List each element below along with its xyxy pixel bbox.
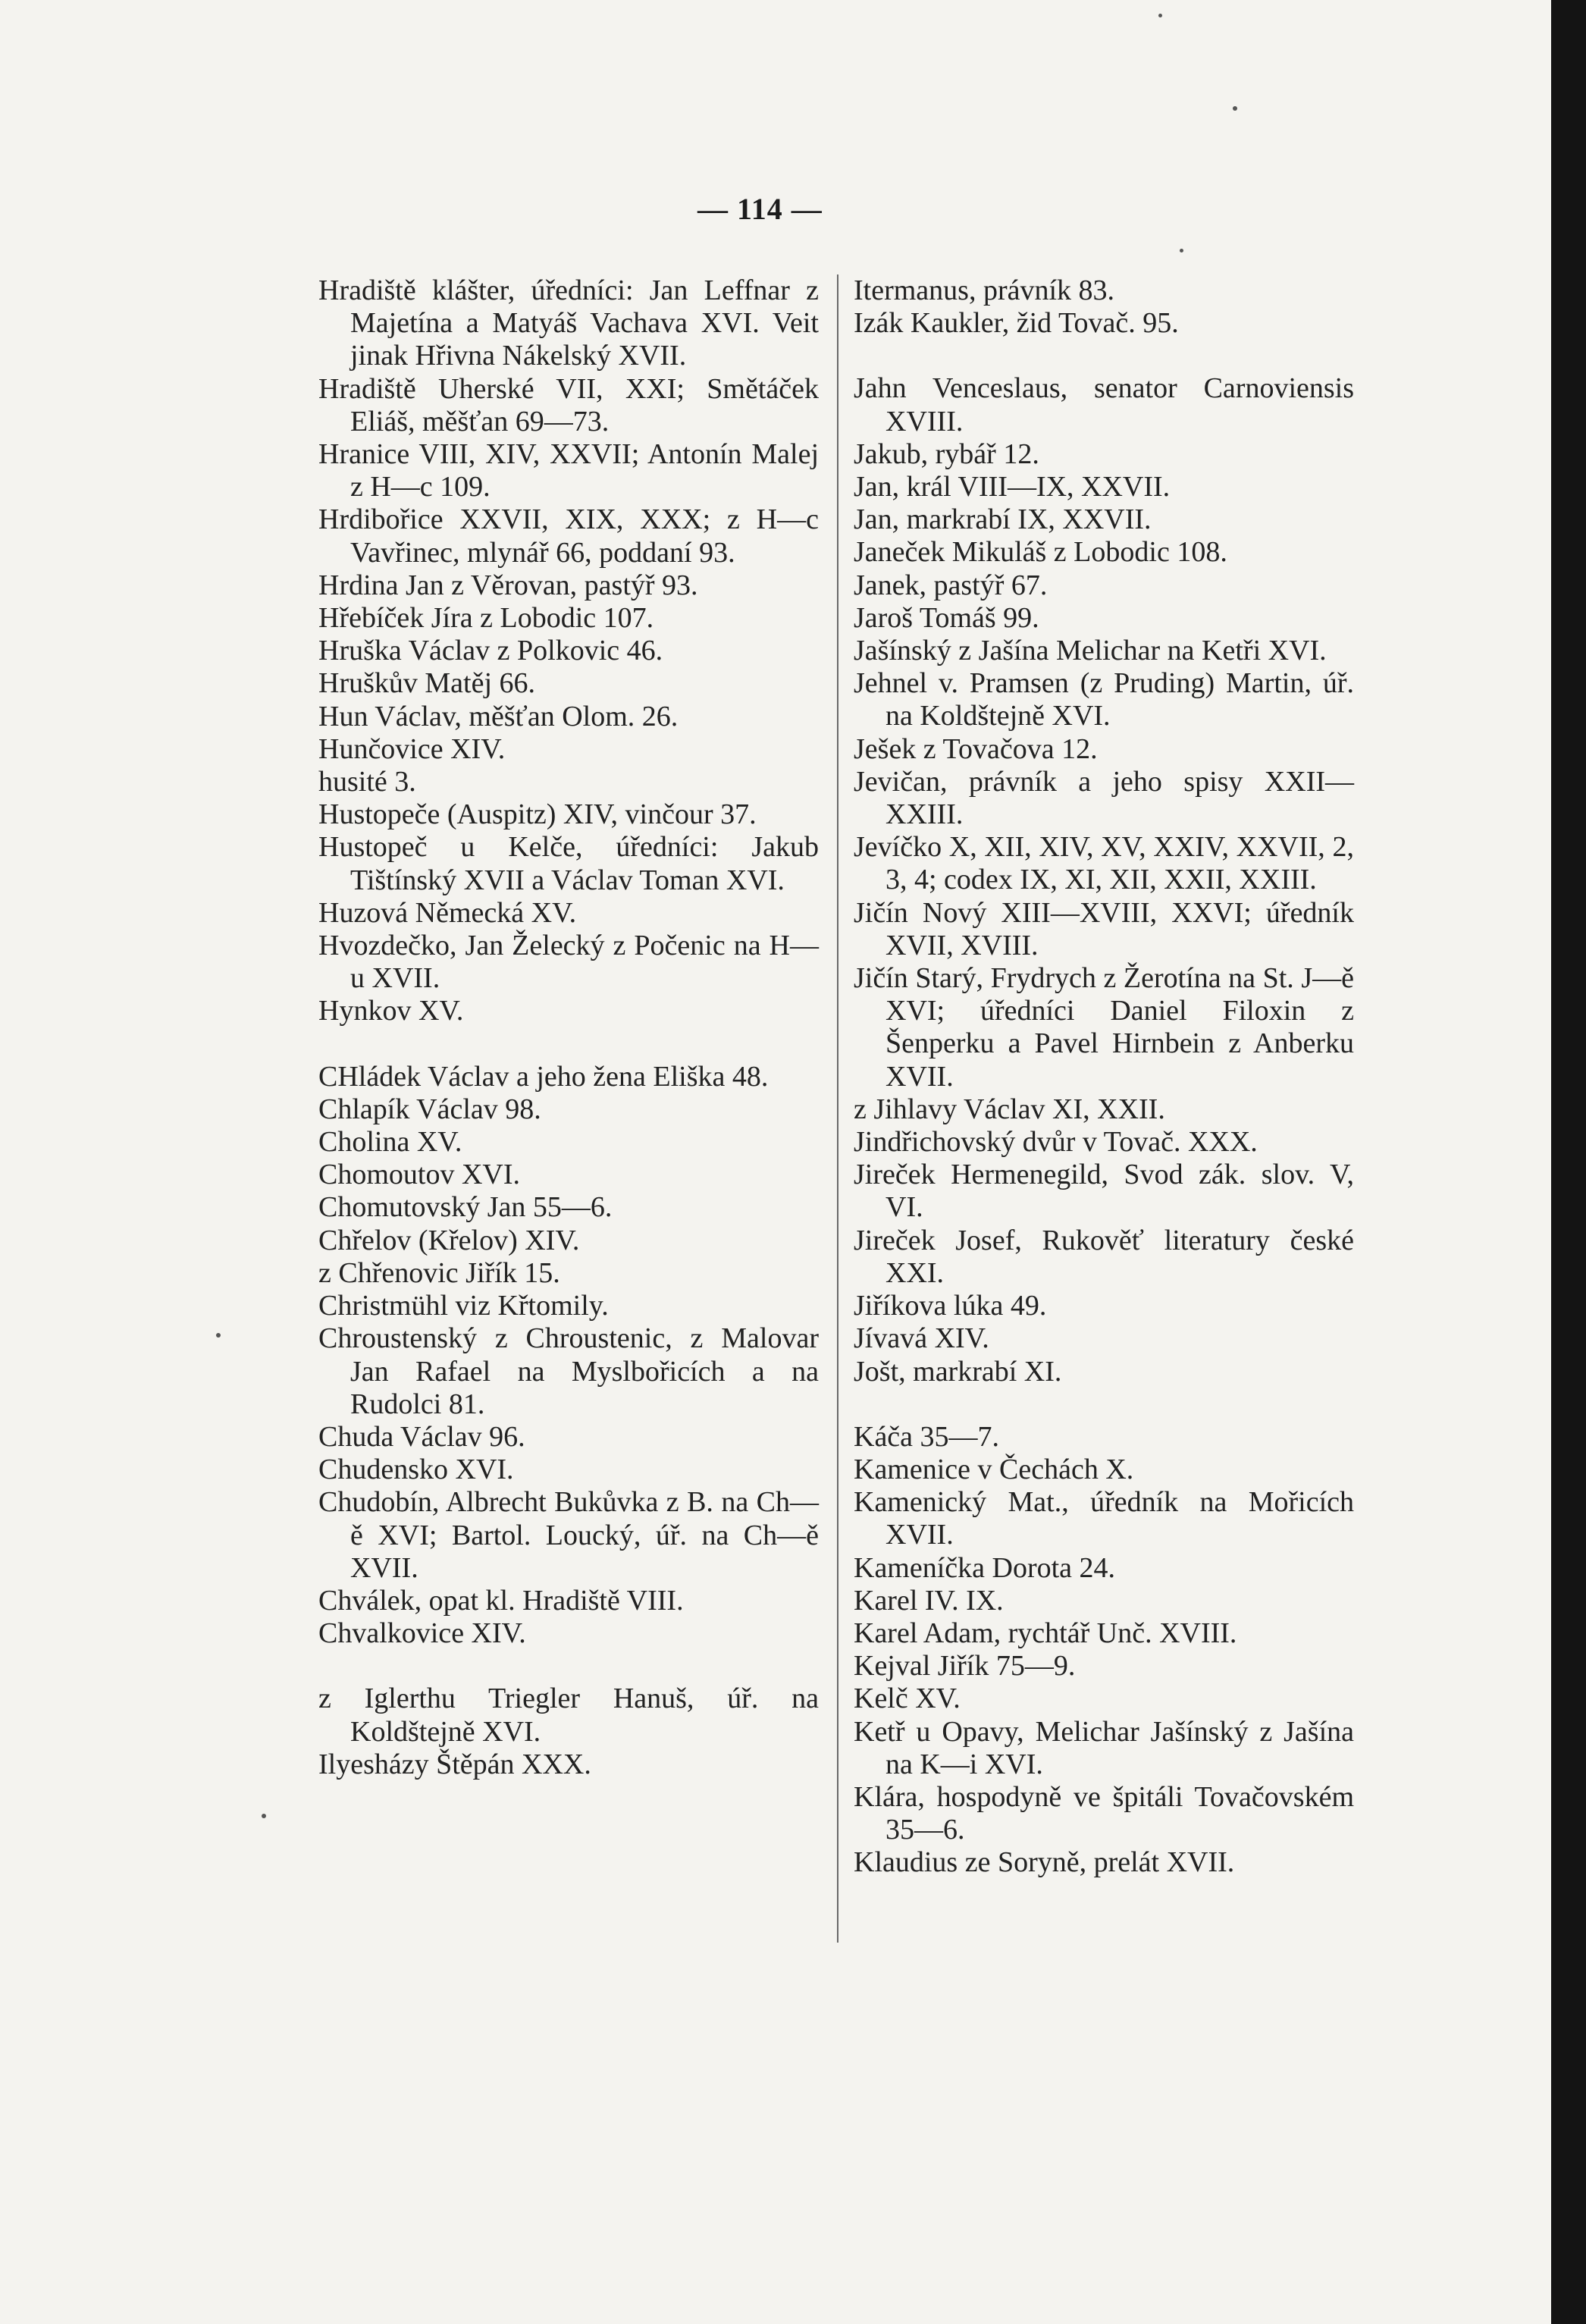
index-entry: Chřelov (Křelov) XIV. [318,1224,580,1256]
index-entry: Chuda Václav 96. [318,1420,525,1453]
index-entry: Chudensko XVI. [318,1454,514,1486]
index-entry: Hradiště klášter, úředníci: Jan Leffnar z Majetína a Matyáš Vachava XVI. Veit jinak Hřivna Nákelský XVII. [318,274,819,372]
index-entry: Jahn Venceslaus, senator Carnoviensis XVIII. [854,372,1354,438]
index-entry: Hunčovice XIV. [318,732,506,765]
index-entry: Jireček Josef, Rukověť literatury české XXI. [854,1224,1354,1289]
index-entry: Karel IV. IX. [854,1584,1004,1617]
index-entry: Jošt, markrabí XI. [854,1355,1062,1388]
index-entry: Káča 35—7. [854,1420,1000,1453]
index-entry: Chválek, opat kl. Hradiště VIII. [318,1584,684,1617]
section-gap [318,1028,819,1061]
index-entry: husité 3. [318,766,416,798]
index-entry: Jívavá XIV. [854,1322,989,1355]
index-entry: Cholina XV. [318,1126,462,1159]
index-entry: Christmühl viz Křtomily. [318,1290,609,1322]
index-entry: Jireček Hermenegild, Svod zák. slov. V, VI. [854,1159,1354,1224]
print-speck [1158,14,1162,17]
index-entry: Jičín Starý, Frydrych z Žerotína na St. J—ě XVI; úředníci Daniel Filoxin z Šenperku a Pavel Hirnbein z Anberku XVII. [854,962,1354,1093]
index-entry: Janek, pastýř 67. [854,569,1048,601]
section-gap [318,1650,819,1683]
index-entry: Huzová Německá XV. [318,896,577,929]
index-entry: Chudobín, Albrecht Bukůvka z B. na Ch—ě XVI; Bartol. Loucký, úř. na Ch—ě XVII. [318,1486,819,1584]
index-entry: Chlapík Václav 98. [318,1093,541,1125]
index-entry: Jaroš Tomáš 99. [854,601,1039,634]
index-entry: Jevíčko X, XII, XIV, XV, XXIV, XXVII, 2, 3, 4; codex IX, XI, XII, XXII, XXIII. [854,831,1354,896]
index-entry: Hřebíček Jíra z Lobodic 107. [318,602,654,635]
column-divider [837,274,838,1943]
index-entry: Hun Václav, měšťan Olom. 26. [318,700,679,732]
index-entry: Ilyesházy Štěpán XXX. [318,1748,591,1780]
index-entry: Hynkov XV. [318,995,464,1027]
index-entry: Klaudius ze Soryně, prelát XVII. [854,1846,1235,1879]
index-entry: Kejval Jiřík 75—9. [854,1650,1076,1683]
index-entry: Kamenice v Čechách X. [854,1453,1134,1485]
section-gap [854,340,1354,372]
index-entry: CHládek Václav a jeho žena Eliška 48. [318,1060,769,1093]
index-entry: Jakub, rybář 12. [854,438,1039,470]
index-entry: Jehnel v. Pramsen (z Pruding) Martin, úř. na Koldštejně XVI. [854,667,1354,732]
index-entry: Jašínský z Jašína Melichar na Ketři XVI. [854,635,1327,667]
section-gap [854,1388,1354,1421]
index-entry: Chvalkovice XIV. [318,1617,526,1650]
index-entry: Hrdibořice XXVII, XIX, XXX; z H—c Vavřinec, mlynář 66, poddaní 93. [318,503,819,569]
index-entry: Kameníčka Dorota 24. [854,1551,1116,1584]
index-entry: Karel Adam, rychtář Unč. XVIII. [854,1617,1237,1649]
index-entry: Izák Kaukler, žid Tovač. 95. [854,307,1179,340]
index-entry: Hruška Václav z Polkovic 46. [318,635,663,667]
index-entry: Hustopeče (Auspitz) XIV, vinčour 37. [318,798,757,831]
index-entry: Chroustenský z Chroustenic, z Malovar Jan Rafael na Myslbořicích a na Rudolci 81. [318,1322,819,1420]
print-speck [1233,106,1237,111]
index-entry: Klára, hospodyně ve špitáli Tovačovském 35—6. [854,1780,1354,1846]
index-entry: Janeček Mikuláš z Lobodic 108. [854,536,1227,569]
index-entry: Jičín Nový XIII—XVIII, XXVI; úředník XVII, XVIII. [854,896,1354,961]
index-entry: Jan, král VIII—IX, XXVII. [854,471,1171,503]
index-entry: Jan, markrabí IX, XXVII. [854,503,1152,536]
index-entry: Jiříkova lúka 49. [854,1290,1047,1322]
print-speck [216,1333,221,1338]
index-entry: Chomutovský Jan 55—6. [318,1191,613,1224]
page-number: — 114 — [697,192,823,226]
index-entry: Hranice VIII, XIV, XXVII; Antonín Malej z H—c 109. [318,438,819,503]
print-speck [1180,249,1183,252]
scan-edge [1551,0,1586,2324]
index-entry: z Iglerthu Triegler Hanuš, úř. na Koldštejně XVI. [318,1683,819,1748]
index-entry: Chomoutov XVI. [318,1159,520,1191]
index-entry: Ješek z Tovačova 12. [854,732,1098,765]
index-entry: z Jihlavy Václav XI, XXII. [854,1093,1165,1125]
index-column-left [318,274,819,1781]
index-entry: Hvozdečko, Jan Želecký z Počenic na H—u XVII. [318,930,819,995]
index-column-right [854,274,1354,1880]
index-entry: Ketř u Opavy, Melichar Jašínský z Jašína na K—i XVI. [854,1715,1354,1780]
index-entry: Jevičan, právník a jeho spisy XXII—XXIII. [854,765,1354,831]
index-entry: Hustopeč u Kelče, úředníci: Jakub Tištínský XVII a Václav Toman XVI. [318,831,819,896]
index-entry: Hradiště Uherské VII, XXI; Smětáček Eliáš, měšťan 69—73. [318,372,819,438]
index-entry: z Chřenovic Jiřík 15. [318,1256,560,1289]
index-entry: Kelč XV. [854,1683,961,1715]
index-entry: Itermanus, právník 83. [854,274,1115,306]
print-speck [262,1814,266,1818]
index-entry: Hruškův Matěj 66. [318,667,536,700]
index-entry: Jindřichovský dvůr v Tovač. XXX. [854,1126,1258,1159]
index-entry: Kamenický Mat., úředník na Mořicích XVII. [854,1486,1354,1551]
index-entry: Hrdina Jan z Věrovan, pastýř 93. [318,569,698,601]
